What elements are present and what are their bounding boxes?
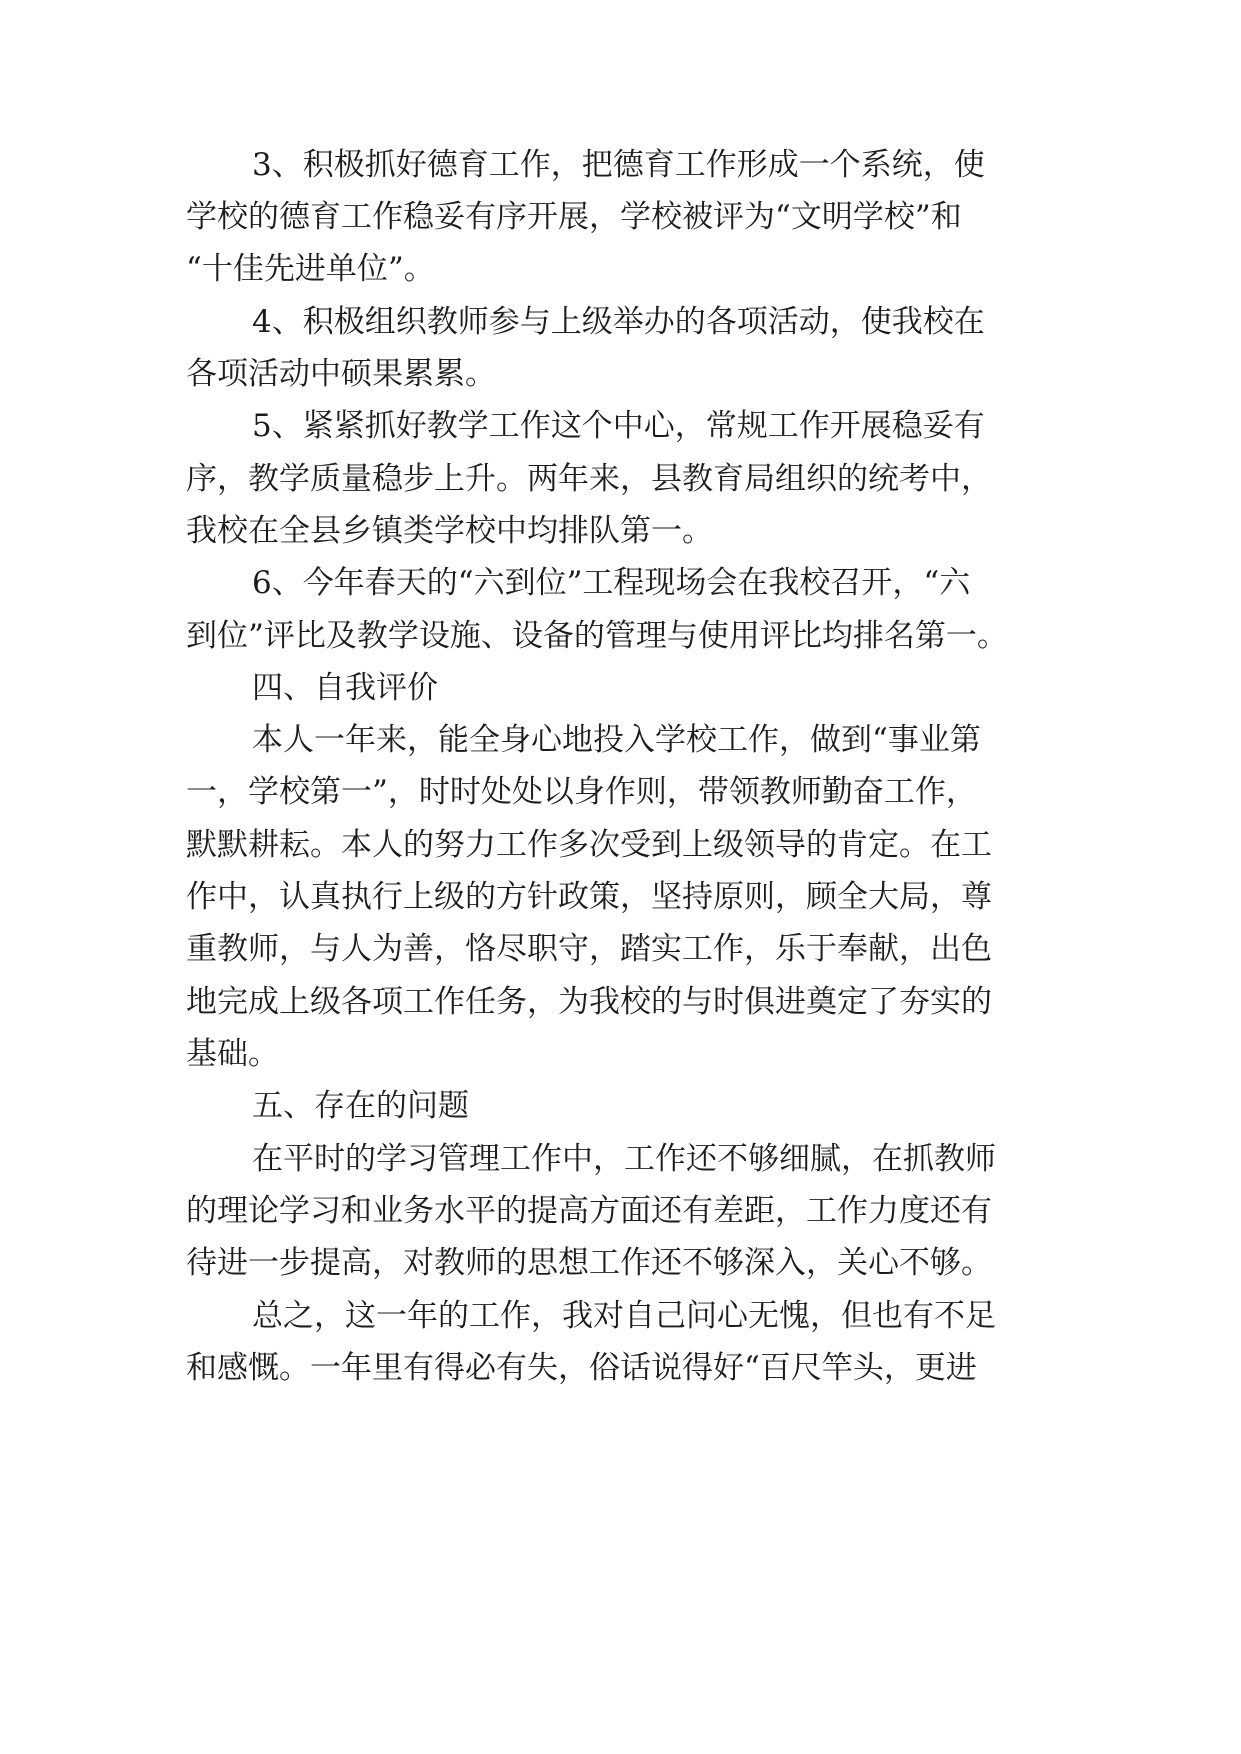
self-evaluation-line-5: 重教师，与人为善，恪尽职守，踏实工作，乐于奉献，出色 — [186, 931, 992, 967]
item-5-line-3: 我校在全县乡镇类学校中均排队第一。 — [186, 513, 713, 549]
item-3-line-3: “十佳先进单位”。 — [186, 251, 435, 287]
problems-line-1: 在平时的学习管理工作中，工作还不够细腻，在抓教师 — [252, 1141, 996, 1177]
self-evaluation-line-4: 作中，认真执行上级的方针政策，坚持原则，顾全大局，尊 — [186, 879, 992, 915]
item-3-line-2: 学校的德育工作稳妥有序开展，学校被评为“文明学校”和 — [186, 199, 962, 235]
item-6-line-2: 到位”评比及教学设施、设备的管理与使用评比均排名第一。 — [186, 618, 1008, 654]
section-heading-problems: 五、存在的问题 — [252, 1088, 469, 1124]
self-evaluation-line-1: 本人一年来，能全身心地投入学校工作，做到“事业第 — [252, 722, 981, 758]
item-3-line-1: 3、积极抓好德育工作，把德育工作形成一个系统，使 — [252, 147, 985, 183]
section-heading-self-evaluation: 四、自我评价 — [252, 670, 438, 706]
item-5-line-2: 序，教学质量稳步上升。两年来，县教育局组织的统考中， — [186, 461, 992, 497]
problems-line-2: 的理论学习和业务水平的提高方面还有差距，工作力度还有 — [186, 1193, 992, 1229]
conclusion-line-2: 和感慨。一年里有得必有失，俗话说得好“百尺竿头，更进 — [186, 1350, 977, 1386]
conclusion-line-1: 总之，这一年的工作，我对自己问心无愧，但也有不足 — [252, 1298, 996, 1334]
item-4-line-1: 4、积极组织教师参与上级举办的各项活动，使我校在 — [252, 304, 985, 340]
self-evaluation-line-3: 默默耕耘。本人的努力工作多次受到上级领导的肯定。在工 — [186, 827, 992, 863]
self-evaluation-line-6: 地完成上级各项工作任务，为我校的与时俱进奠定了夯实的 — [186, 984, 992, 1020]
item-5-line-1: 5、紧紧抓好教学工作这个中心，常规工作开展稳妥有 — [252, 408, 985, 444]
item-4-line-2: 各项活动中硕果累累。 — [186, 356, 496, 392]
self-evaluation-line-2: 一，学校第一”，时时处处以身作则，带领教师勤奋工作， — [186, 774, 977, 810]
self-evaluation-line-7: 基础。 — [186, 1036, 279, 1072]
item-6-line-1: 6、今年春天的“六到位”工程现场会在我校召开，“六 — [252, 565, 971, 601]
problems-line-3: 待进一步提高，对教师的思想工作还不够深入，关心不够。 — [186, 1245, 992, 1281]
